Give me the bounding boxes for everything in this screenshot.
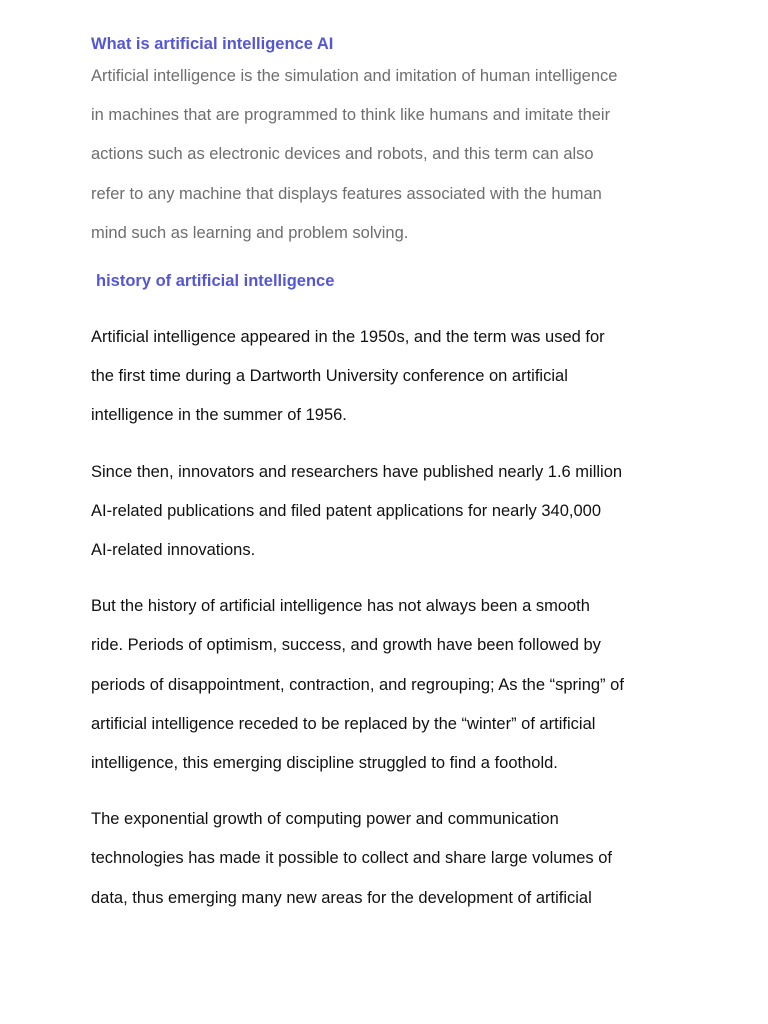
- text-line: Artificial intelligence appeared in the 1950s, and the term was used for: [91, 328, 605, 347]
- text-line: refer to any machine that displays features associated with the human: [91, 184, 602, 203]
- text-line: actions such as electronic devices and robots, and this term can also: [91, 145, 594, 164]
- intro-paragraph: [91, 57, 691, 253]
- text-line: The exponential growth of computing power and communication: [91, 810, 559, 829]
- paragraph-computing-growth: [91, 800, 691, 918]
- text-line: mind such as learning and problem solving.: [91, 223, 409, 242]
- heading-what-is-ai: What is artificial intelligence AI: [91, 35, 334, 53]
- document-body: [91, 33, 691, 918]
- text-line: AI-related innovations.: [91, 541, 256, 560]
- text-line: data, thus emerging many new areas for the development of artificial: [91, 888, 592, 907]
- text-line: AI-related publications and filed patent applications for nearly 340,000: [91, 501, 602, 520]
- text-line: Since then, innovators and researchers have published nearly 1.6 million: [91, 462, 623, 481]
- text-line: ride. Periods of optimism, success, and growth have been followed by: [91, 636, 601, 655]
- text-line: But the history of artificial intelligence has not always been a smooth: [91, 597, 590, 616]
- paragraph-history-cycles: [91, 587, 691, 783]
- text-line: intelligence, this emerging discipline struggled to find a foothold.: [91, 754, 558, 773]
- paragraph-origins: [91, 318, 691, 436]
- text-line: technologies has made it possible to collect and share large volumes of: [91, 849, 612, 868]
- text-line: in machines that are programmed to think like humans and imitate their: [91, 106, 611, 125]
- text-line: intelligence in the summer of 1956.: [91, 406, 347, 425]
- paragraph-publications: [91, 453, 691, 571]
- text-line: the first time during a Dartworth University conference on artificial: [91, 367, 568, 386]
- text-line: artificial intelligence receded to be replaced by the “winter” of artificial: [91, 714, 596, 733]
- heading-history: history of artificial intelligence: [96, 272, 335, 291]
- text-line: Artificial intelligence is the simulation and imitation of human intelligence: [91, 67, 618, 85]
- text-line: periods of disappointment, contraction, and regrouping; As the “spring” of: [91, 675, 624, 694]
